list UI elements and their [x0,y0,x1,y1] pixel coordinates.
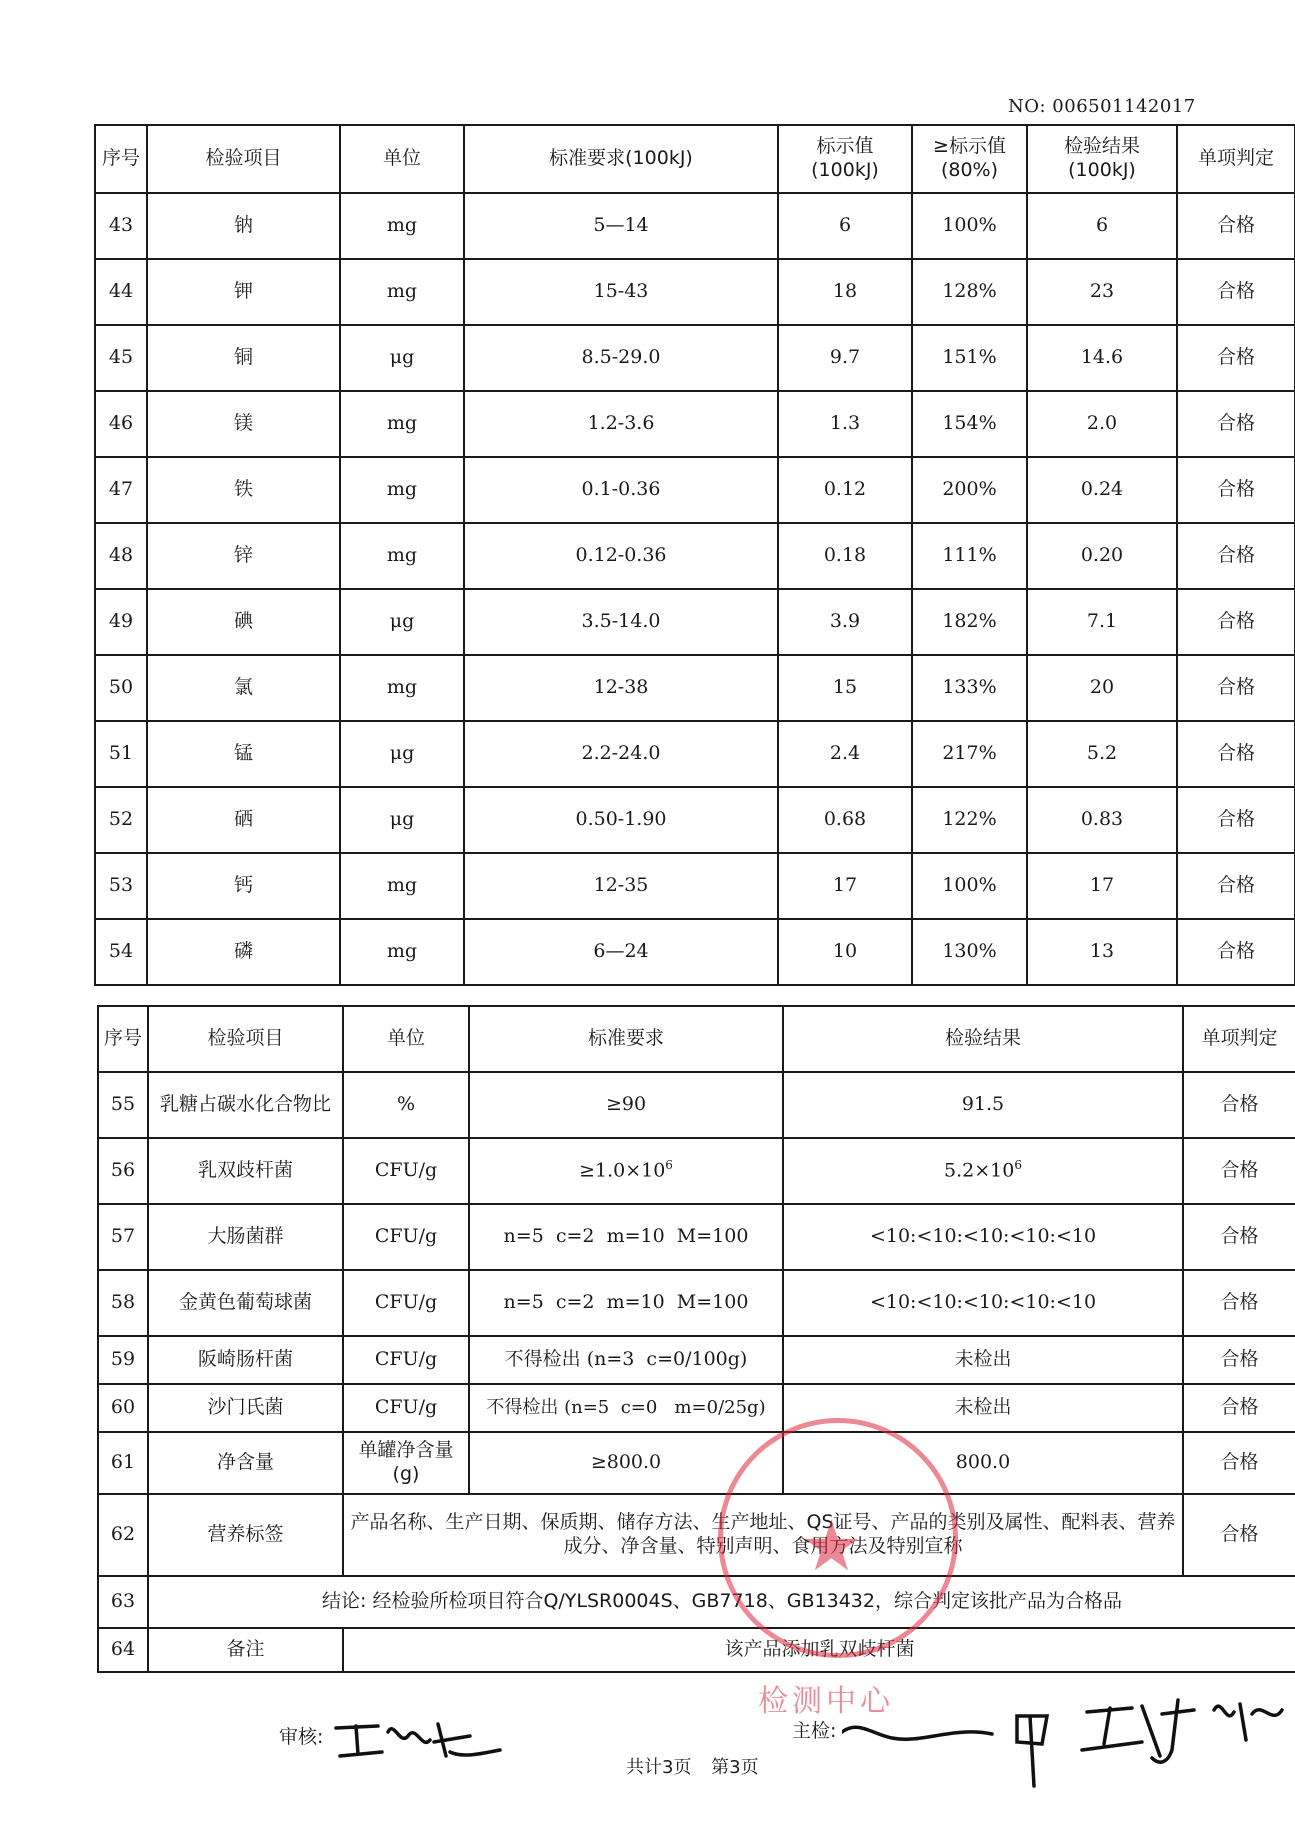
row-item: 钾 [147,259,340,325]
row-unit: μg [340,325,464,391]
row-item: 镁 [147,391,340,457]
row-seq: 48 [95,523,147,589]
header-result: 检验结果 [783,1006,1183,1072]
table-row [95,391,1295,457]
row-judge: 合格 [1177,523,1295,589]
stamp-star-icon: ★ [800,1505,863,1587]
table-row [98,1072,1295,1138]
row-pct: 151% [912,325,1027,391]
row-std: 0.50-1.90 [464,787,778,853]
row-standard: ≥90 [469,1072,783,1138]
row-judge: 合格 [1177,655,1295,721]
label-requirements-text: 产品名称、生产日期、保质期、储存方法、生产地址、QS证号、产品的类别及属性、配料表、营养成分、净含量、特别声明、食用方法及特别宣称 [343,1494,1183,1576]
row-item: 硒 [147,787,340,853]
row-unit: CFU/g [343,1384,469,1432]
table-row [95,655,1295,721]
row-unit: μg [340,787,464,853]
table-row [98,1384,1295,1432]
row-standard: 不得检出 (n=3 c=0/100g) [469,1336,783,1384]
row-unit: μg [340,589,464,655]
row-std: 0.1-0.36 [464,457,778,523]
report-number: NO: 006501142017 [1008,96,1196,117]
header-standard: 标准要求 [469,1006,783,1072]
row-judge: 合格 [1177,787,1295,853]
reviewer-signature [330,1706,505,1766]
table-row [95,259,1295,325]
row-judge: 合格 [1177,325,1295,391]
row-seq: 63 [98,1576,148,1628]
row-standard: n=5 c=2 m=10 M=100 [469,1204,783,1270]
table-row [95,589,1295,655]
row-label-val: 17 [778,853,912,919]
row-judgement: 合格 [1183,1072,1295,1138]
row-std: 3.5-14.0 [464,589,778,655]
row-result: 未检出 [783,1384,1183,1432]
row-result: 91.5 [783,1072,1183,1138]
row-seq: 61 [98,1432,148,1494]
row-std: 15-43 [464,259,778,325]
nutrient-table [94,124,1295,986]
row-pct: 133% [912,655,1027,721]
row-result: 0.20 [1027,523,1177,589]
row-std: 2.2-24.0 [464,721,778,787]
row-judge: 合格 [1177,391,1295,457]
row-item: 磷 [147,919,340,985]
row-seq: 46 [95,391,147,457]
row-item: 金黄色葡萄球菌 [148,1270,343,1336]
row-label-val: 0.68 [778,787,912,853]
table-row [98,1204,1295,1270]
row-judge: 合格 [1177,853,1295,919]
row-judgement: 合格 [1183,1138,1295,1204]
row-std: 0.12-0.36 [464,523,778,589]
table-row [95,853,1295,919]
row-unit: mg [340,523,464,589]
row-seq: 56 [98,1138,148,1204]
row-label-val: 15 [778,655,912,721]
row-item: 钠 [147,193,340,259]
conclusion-text: 结论: 经检验所检项目符合Q/YLSR0004S、GB7718、GB13432，综合判定该批产品为合格品 [148,1576,1295,1628]
header-unit: 单位 [340,125,464,193]
row-unit: CFU/g [343,1138,469,1204]
row-seq: 43 [95,193,147,259]
row-seq: 53 [95,853,147,919]
row-result: 17 [1027,853,1177,919]
row-item: 锌 [147,523,340,589]
row-item: 备注 [148,1628,343,1672]
row-judgement: 合格 [1183,1432,1295,1494]
row-pct: 130% [912,919,1027,985]
row-judgement: 合格 [1183,1336,1295,1384]
remark-text: 该产品添加乳双歧杆菌 [343,1628,1295,1672]
row-item: 营养标签 [148,1494,343,1576]
row-unit: CFU/g [343,1270,469,1336]
result-exponent: 6 [1014,1158,1022,1173]
row-unit: CFU/g [343,1204,469,1270]
row-standard: n=5 c=2 m=10 M=100 [469,1270,783,1336]
header-standard: 标准要求(100kJ) [464,125,778,193]
row-unit: 单罐净含量(g) [343,1432,469,1494]
row-seq: 44 [95,259,147,325]
row-item: 钙 [147,853,340,919]
table-row [95,721,1295,787]
inspector-signature [842,1686,1292,1796]
header-item: 检验项目 [148,1006,343,1072]
row-pct: 111% [912,523,1027,589]
row-pct: 122% [912,787,1027,853]
row-result: 7.1 [1027,589,1177,655]
table-header-row [98,1006,1295,1072]
row-item: 碘 [147,589,340,655]
row-unit: mg [340,259,464,325]
header-result: 检验结果 (100kJ) [1027,125,1177,193]
row-unit: CFU/g [343,1336,469,1384]
header-item: 检验项目 [147,125,340,193]
row-result: 6 [1027,193,1177,259]
row-std: 1.2-3.6 [464,391,778,457]
result-base: 5.2×10 [944,1159,1015,1182]
row-label-val: 2.4 [778,721,912,787]
row-std: 12-38 [464,655,778,721]
row-seq: 64 [98,1628,148,1672]
row-seq: 58 [98,1270,148,1336]
row-seq: 57 [98,1204,148,1270]
row-unit: % [343,1072,469,1138]
row-result: 0.83 [1027,787,1177,853]
row-label-val: 1.3 [778,391,912,457]
row-item: 净含量 [148,1432,343,1494]
row-judge: 合格 [1177,193,1295,259]
standard-exponent: 6 [665,1158,673,1173]
row-seq: 51 [95,721,147,787]
header-label-value: 标示值 (100kJ) [778,125,912,193]
row-item: 铜 [147,325,340,391]
header-unit: 单位 [343,1006,469,1072]
table-row [95,919,1295,985]
row-label-val: 18 [778,259,912,325]
microbial-table [97,1005,1295,1673]
row-label-val: 10 [778,919,912,985]
row-unit: mg [340,655,464,721]
header-judgement: 单项判定 [1183,1006,1295,1072]
row-judge: 合格 [1177,589,1295,655]
row-result: 14.6 [1027,325,1177,391]
row-standard [469,1138,783,1204]
table-row [95,325,1295,391]
row-std: 8.5-29.0 [464,325,778,391]
row-item: 铁 [147,457,340,523]
row-seq: 60 [98,1384,148,1432]
row-result: 20 [1027,655,1177,721]
row-seq: 55 [98,1072,148,1138]
row-judge: 合格 [1177,259,1295,325]
header-seq: 序号 [98,1006,148,1072]
row-std: 6—24 [464,919,778,985]
row-judge: 合格 [1177,457,1295,523]
row-item: 锰 [147,721,340,787]
row-unit: mg [340,457,464,523]
row-judge: 合格 [1177,919,1295,985]
stamp-text: 检测中心 [758,1684,894,1719]
row-item: 沙门氏菌 [148,1384,343,1432]
table-row [95,457,1295,523]
header-percent: ≥标示值 (80%) [912,125,1027,193]
row-result: <10:<10:<10:<10:<10 [783,1270,1183,1336]
row-judge: 合格 [1177,721,1295,787]
table-header-row [95,125,1295,193]
reviewer-label: 审核: [279,1726,324,1748]
row-pct: 100% [912,193,1027,259]
row-standard: 不得检出 (n=5 c=0 m=0/25g) [469,1384,783,1432]
row-item: 氯 [147,655,340,721]
row-seq: 45 [95,325,147,391]
row-item: 大肠菌群 [148,1204,343,1270]
inspector-label: 主检: [792,1720,837,1742]
row-std: 12-35 [464,853,778,919]
row-judgement: 合格 [1183,1494,1295,1576]
table-row [95,787,1295,853]
row-result: 13 [1027,919,1177,985]
row-seq: 54 [95,919,147,985]
header-seq: 序号 [95,125,147,193]
table-row [98,1138,1295,1204]
row-unit: μg [340,721,464,787]
row-judgement: 合格 [1183,1384,1295,1432]
table-row [98,1270,1295,1336]
row-unit: mg [340,853,464,919]
nutrition-label-row [98,1494,1295,1576]
row-label-val: 6 [778,193,912,259]
row-item: 乳双歧杆菌 [148,1138,343,1204]
header-judgement: 单项判定 [1177,125,1295,193]
row-pct: 182% [912,589,1027,655]
row-seq: 47 [95,457,147,523]
row-label-val: 3.9 [778,589,912,655]
row-result: 2.0 [1027,391,1177,457]
row-result: 800.0 [783,1432,1183,1494]
table-row [95,523,1295,589]
row-std: 5—14 [464,193,778,259]
row-label-val: 9.7 [778,325,912,391]
row-seq: 59 [98,1336,148,1384]
conclusion-row [98,1576,1295,1628]
row-pct: 200% [912,457,1027,523]
row-result [783,1138,1183,1204]
row-pct: 128% [912,259,1027,325]
row-seq: 50 [95,655,147,721]
row-pct: 217% [912,721,1027,787]
row-judgement: 合格 [1183,1270,1295,1336]
table-row [98,1336,1295,1384]
row-result: 未检出 [783,1336,1183,1384]
page-footer: 共计3页 第3页 [626,1757,759,1778]
row-result: 23 [1027,259,1177,325]
row-unit: mg [340,391,464,457]
row-seq: 49 [95,589,147,655]
row-judgement: 合格 [1183,1204,1295,1270]
row-pct: 154% [912,391,1027,457]
row-label-val: 0.18 [778,523,912,589]
row-pct: 100% [912,853,1027,919]
row-result: <10:<10:<10:<10:<10 [783,1204,1183,1270]
row-result: 5.2 [1027,721,1177,787]
table-row [98,1432,1295,1494]
standard-base: ≥1.0×10 [579,1159,666,1182]
row-item: 阪崎肠杆菌 [148,1336,343,1384]
row-seq: 62 [98,1494,148,1576]
row-standard: ≥800.0 [469,1432,783,1494]
row-label-val: 0.12 [778,457,912,523]
row-seq: 52 [95,787,147,853]
remark-row [98,1628,1295,1672]
row-unit: mg [340,919,464,985]
row-item: 乳糖占碳水化合物比 [148,1072,343,1138]
row-unit: mg [340,193,464,259]
row-result: 0.24 [1027,457,1177,523]
table-row [95,193,1295,259]
